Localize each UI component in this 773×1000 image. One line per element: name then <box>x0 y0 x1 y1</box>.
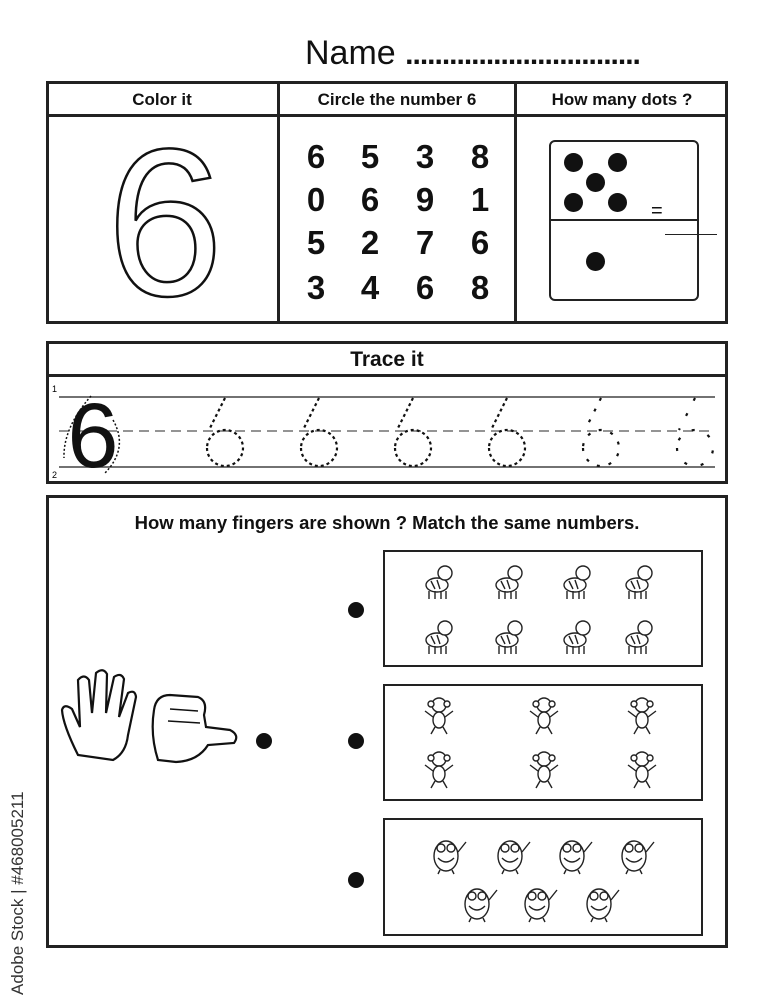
equals-sign: = <box>651 200 663 222</box>
owl-icon <box>579 882 621 924</box>
color-it-heading: Color it <box>132 90 192 109</box>
match-dot-2[interactable] <box>348 733 364 749</box>
grid-number[interactable]: 5 <box>306 224 326 261</box>
zebra-icon <box>419 561 461 603</box>
owl-icon <box>426 834 468 876</box>
monkey-icon <box>524 695 566 737</box>
grid-number[interactable]: 0 <box>306 181 326 218</box>
grid-number[interactable]: 5 <box>360 138 380 175</box>
name-blank: ................................ <box>405 38 640 71</box>
monkey-icon <box>622 749 664 791</box>
zebra-icon <box>619 561 661 603</box>
trace-heading: Trace it <box>350 348 424 371</box>
domino-dot <box>586 252 605 271</box>
trace-dotted-6[interactable] <box>301 398 337 466</box>
grid-number[interactable]: 8 <box>470 138 490 175</box>
domino-dot <box>586 173 605 192</box>
trace-dotted-6[interactable] <box>677 398 713 466</box>
zebra-icon <box>489 561 531 603</box>
grid-number[interactable]: 9 <box>415 181 435 218</box>
stroke-number-1: 1 <box>52 384 58 394</box>
stroke-number-2: 2 <box>52 470 58 480</box>
trace-lines[interactable] <box>49 378 725 482</box>
grid-number[interactable]: 3 <box>306 269 326 306</box>
outlined-number-6[interactable] <box>60 125 270 315</box>
divider <box>46 114 728 117</box>
zebra-icon <box>557 561 599 603</box>
domino-dot <box>564 193 583 212</box>
zebra-icon <box>619 616 661 658</box>
monkey-icon <box>524 749 566 791</box>
match-dot-hands[interactable] <box>256 733 272 749</box>
grid-number[interactable]: 3 <box>415 138 435 175</box>
owl-icon <box>457 882 499 924</box>
domino-dot <box>608 153 627 172</box>
owl-icon <box>614 834 656 876</box>
zebra-icon <box>557 616 599 658</box>
grid-number[interactable]: 2 <box>360 224 380 261</box>
grid-number[interactable]: 4 <box>360 269 380 306</box>
answer-line[interactable] <box>665 234 717 235</box>
watermark: Adobe Stock | #468005211 <box>8 791 27 995</box>
trace-dotted-6[interactable] <box>583 398 619 466</box>
thumb-hand-icon <box>153 695 237 762</box>
domino-divider <box>549 219 699 221</box>
divider <box>514 81 517 324</box>
owl-icon <box>490 834 532 876</box>
color-number: 6 <box>106 125 224 315</box>
owl-icon <box>517 882 559 924</box>
name-line <box>305 34 640 73</box>
trace-dotted-6[interactable] <box>489 398 525 466</box>
trace-model-6: 6 <box>67 385 119 482</box>
zebra-icon <box>419 616 461 658</box>
grid-number[interactable]: 6 <box>415 269 435 306</box>
open-hand-icon <box>62 670 136 760</box>
fingers-heading: How many fingers are shown ? Match the same numbers. <box>134 512 640 533</box>
match-dot-1[interactable] <box>348 602 364 618</box>
monkey-icon <box>419 695 461 737</box>
divider <box>46 374 728 377</box>
grid-number[interactable]: 6 <box>470 224 490 261</box>
trace-dotted-6[interactable] <box>395 398 431 466</box>
owl-icon <box>552 834 594 876</box>
grid-number[interactable]: 1 <box>470 181 490 218</box>
monkey-icon <box>419 749 461 791</box>
monkey-icon <box>622 695 664 737</box>
trace-dotted-6[interactable] <box>207 398 243 466</box>
circle-heading: Circle the number 6 <box>317 90 477 109</box>
dots-heading: How many dots ? <box>551 90 693 109</box>
zebra-icon <box>489 616 531 658</box>
grid-number[interactable]: 8 <box>470 269 490 306</box>
grid-number[interactable]: 7 <box>415 224 435 261</box>
domino-dot <box>564 153 583 172</box>
match-dot-3[interactable] <box>348 872 364 888</box>
grid-number[interactable]: 6 <box>360 181 380 218</box>
hands-illustration <box>58 665 248 765</box>
divider <box>277 81 280 324</box>
grid-number[interactable]: 6 <box>306 138 326 175</box>
domino-dot <box>608 193 627 212</box>
name-label: Name <box>305 34 396 72</box>
